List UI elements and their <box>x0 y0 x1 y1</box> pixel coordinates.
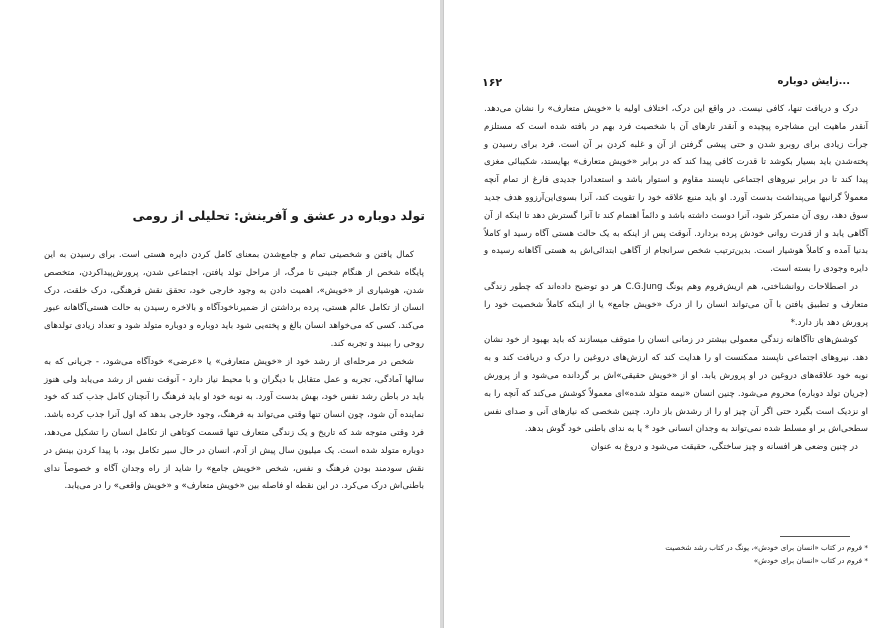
right-paragraph-1: درک و دریافت تنها، کافی نیست. در واقع این درک، اختلاف اولیه با «خویش متعارف» را نشان می‌دهد. آنقدر ماهیت این مشاجره پیچیده و آنقدر تارهای آن با شخصیت فرد بهم در بافته شده است که مستلزم جرأت زیادی برای روبرو شدن و حتی پیشی گرفتن از آن و غلبه کردن بر آن است. فرد برای رسیدن و پخته‌شدن باید بسیار بکوشد تا قدرت کافی پیدا کند که در برابر «خویش متعارف» بهایستد، شکیبائی مغزی پیدا کند تا در برابر نیروهای اجتماعی ناپسند مقاوم و استوار باشد و استعدادرا جدیدی فارغ از تمام آنچه معمولاً گرانبها می‌پنداشت بدست آورد. او باید منبع علاقه خود را تقویت کند، آنرا بسوی‌این‌آرزوو هدف جدید سوق دهد، روی آن متمرکز شود، آنرا دوست داشته باشد و دائماً اهتمام کند تا آنرا گسترش دهد تا اینکه از آن آگاهی یابد و از قدرت روانی خودش پرده بردارد. آنوقت پس از اینکه به یک حالت هستی آگاه رسید او کاملاً بدنیا آمده و کاملاً هوشیار است. بدین‌ترتیب شخص سرانجام از آگاهی ابتدائی‌اش به هستی آگاهانه رسیده و دایره وجودی را بسته است. <box>484 104 868 275</box>
footnotes <box>484 541 868 567</box>
right-paragraph-2: در اصطلاحات روانشناختی، هم اریش‌فروم وهم یونگ C.G.Jung هر دو توضیح داده‌اند که چطور زندگی متعارف و تطبیق یافتن با آن می‌تواند انسان را از درک «خویش جامع» یا از اینکه کاملاً شخصیت خود را پرورش دهد باز دارد.* <box>484 281 868 328</box>
right-paragraph-3: کوشش‌های تا‌آگاهانه زندگی معمولی بیشتر در زمانی انسان را متوقف میسازند که باید بهبود از خود نشان دهد. نیروهای اجتماعی ناپسند ممکنست او را هدایت کند که ارزش‌های دروغین را درک و دریافت کند و به نوبه خود علاقه‌های دروغین در او پرورش یابد. او از «خویش حقیقی»اش بر گردانده می‌شود و از پرورش (جریان تولد دوباره) محروم می‌شود. چنین انسان «نیمه متولد شده»ای معمولاً کوشش می‌کند که آنچه را به او نزدیک است بگیرد حتی اگر آن چیز او را از رشدش باز دارد. چنین شخصی که نیازهای آنی و صدای نفس سطحی‌اش بر او مسلط شده نمی‌تواند به وجدان انسانی خود * یا به ندای باطنی خود گوش بدهد. <box>484 335 868 435</box>
left-page-body <box>44 247 424 496</box>
footnote-2: * فروم در کتاب «انسان برای خودش» <box>753 556 868 565</box>
right-page-body <box>484 101 868 457</box>
running-title: زایش دوباره... <box>777 76 850 87</box>
left-page <box>0 0 441 628</box>
right-page <box>443 0 889 628</box>
right-paragraph-4: در چنین وضعی هر افسانه و چیز ساختگی، حقیقت می‌شود و دروغ به عنوان <box>590 442 858 453</box>
page-number: ۱۶۲ <box>482 76 503 89</box>
running-header <box>482 76 850 92</box>
left-paragraph-2: شخص در مرحله‌ای از رشد خود از «خویش متعارفی» یا «عرضی» خودآگاه می‌شود، - جریانی که به سالها آمادگی، تجربه و عمل متقابل با دیگران و با محیط نیاز دارد - آنوقت نفس از رشد می‌یابد ولی هنوز باید در باطن رشد نفس خود، بهش بدست آورد. به نوبه خود او باید فرهنگ را آنچنان کامل جذب کند که خود نماینده آن شود، چون انسان تنها وقتی می‌تواند به فرهنگ، وجود خارجی بدهد که اول آنرا جذب کرده باشد. فرد وقتی متوجه شد که تاریخ و یک زندگی متعارف تنها قسمت کوتاهی از تکامل انسان را تشکیل می‌دهد، دوباره متولد شده است. یک میلیون سال پیش از آدم، انسان در حال سیر تکامل بود، با پیدا کردن بینش در نقش سودمند بودن فرهنگ و نفس، شخص «خویش جامع» را شاید از راه وجدان آگاه و خصوصاً ندای باطنی‌اش درک می‌کرد. در این نقطه او فاصله بین «خویش متعارف» و «خویش واقعی» را در می‌یابد. <box>44 356 424 492</box>
footnote-divider <box>780 536 850 537</box>
footnote-1: * فروم در کتاب «انسان برای خودش»، یونگ در کتاب رشد شخصیت <box>665 543 868 552</box>
chapter-title: تولد دوباره در عشق و آفرینش: تحلیلی از رومی <box>132 208 425 223</box>
left-paragraph-1: کمال یافتن و شخصیتی تمام و جامع‌شدن بمعنای کامل کردن دایره هستی است. برای رسیدن به این پایگاه شخص از هنگام جنینی تا مرگ، از مراحل تولد یافتن، اجتماعی شدن، پرورش‌پیداکردن، متخصص شدن، هوشیاری از «خویش»، اهمیت دادن به وجود خارجی خود، تحقق نقش فرهنگی، درک خلقت، درک انسان از تکامل عالم هستی، پرده برداشتن از ضمیرناخودآگاه و بالاخره رسیدن به حالت هستی‌آگاهانه عبور می‌کند. کسی که می‌خواهد انسان بالغ و پخته‌یی شود باید دوباره و دوباره متولد شود و تعداد زیادی تولدهای روحی را ببیند و تجربه کند. <box>44 250 424 349</box>
